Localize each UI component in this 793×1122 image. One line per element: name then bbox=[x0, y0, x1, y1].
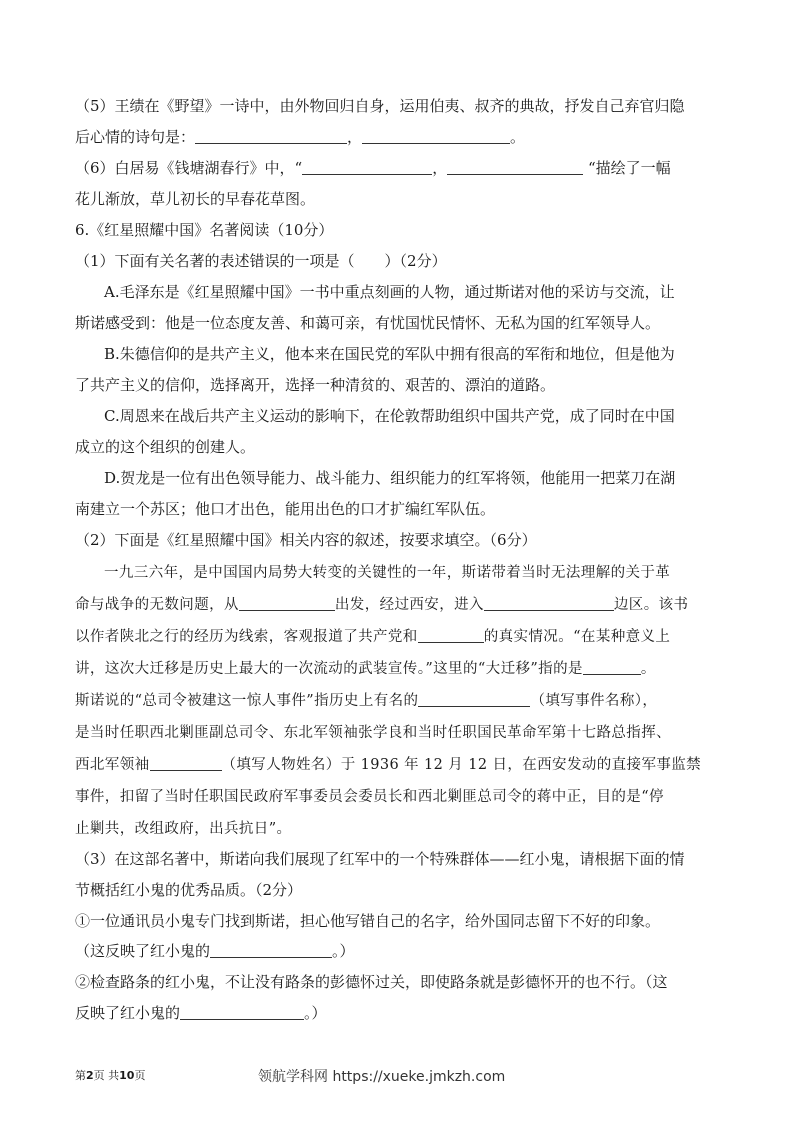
site-footer: 领航学科网 https://xueke.jmkzh.com bbox=[258, 1069, 506, 1085]
sub2-paragraph-line-3: 以作者陕北之行的经历为线索，客观报道了共产党和 的真实情况。“在某种意义上 bbox=[75, 629, 671, 645]
answer-blank[interactable] bbox=[239, 596, 335, 611]
sub3-question-line-1: （3）在这部名著中，斯诺向我们展现了红军中的一个特殊群体——红小鬼，请根据下面的情 bbox=[75, 850, 685, 868]
option-a-line-1: A.毛泽东是《红星照耀中国》一书中重点刻画的人物，通过斯诺对他的采访与交流，让 bbox=[104, 283, 675, 301]
sub3-question-line-2: 节概括红小鬼的优秀品质。（2分） bbox=[75, 881, 303, 899]
option-d-line-2: 南建立一个苏区；他口才出色，能用出色的口才扩编红军队伍。 bbox=[75, 500, 496, 518]
sub2-paragraph-line-1: 一九三六年，是中国国内局势大转变的关键性的一年，斯诺带着当时无法理解的关于革 bbox=[104, 565, 671, 581]
option-c-line-1: C.周恩来在战后共产主义运动的影响下，在伦敦帮助组织中国共产党，成了同时在中国 bbox=[104, 407, 675, 425]
answer-blank[interactable] bbox=[195, 129, 347, 144]
sub2-paragraph-line-9: 止剿共，改组政府，出兵抗日”。 bbox=[75, 821, 292, 837]
sub2-paragraph-line-5: 斯诺说的“总司令被建这一惊人事件”指历史上有名的 （填写事件名称）， bbox=[75, 693, 658, 709]
sub3-item-1: ①一位通讯员小鬼专门找到斯诺，担心他写错自己的名字，给外国同志留下不好的印象。 bbox=[75, 912, 661, 930]
answer-blank[interactable] bbox=[362, 129, 510, 144]
answer-blank[interactable] bbox=[302, 160, 432, 175]
sub3-item-2-answer: 反映了红小鬼的 。） bbox=[75, 1004, 327, 1022]
sub3-item-2: ②检查路条的红小鬼，不让没有路条的彭德怀过关，即使路条就是彭德怀开的也不行。（这 bbox=[75, 973, 668, 991]
page-number: 第2页 共10页 bbox=[75, 1069, 146, 1082]
option-a-line-2: 斯诺感受到：他是一位态度友善、和蔼可亲，有忧国忧民情怀、无私为国的红军领导人。 bbox=[75, 314, 661, 332]
answer-blank[interactable] bbox=[447, 160, 583, 175]
sub2-paragraph-line-6: 是当时任职西北剿匪副总司令、东北军领袖张学良和当时任职国民革命军第十七路总指挥、 bbox=[75, 725, 671, 741]
answer-blank[interactable] bbox=[484, 596, 614, 611]
option-c-line-2: 成立的这个组织的创建人。 bbox=[75, 438, 256, 456]
option-b-line-1: B.朱德信仰的是共产主义，他本来在国民党的军队中拥有很高的军衔和地位，但是他为 bbox=[104, 345, 675, 363]
q5-line-1: （5）王绩在《野望》一诗中，由外物回归自身，运用伯夷、叔齐的典故，抒发自己弃官归隐 bbox=[75, 97, 685, 115]
sub2-paragraph-line-7: 西北军领袖 （填写人物姓名）于 1936 年 12 月 12 日，在西安发动的直接军事监禁 bbox=[75, 757, 702, 773]
sub1-question: （1）下面有关名著的表述错误的一项是（ ）（2分） bbox=[75, 252, 447, 270]
q6-poem-line-2: 花儿渐放，草儿初长的早春花草图。 bbox=[75, 190, 316, 208]
sub2-paragraph-line-2: 命与战争的无数问题，从 出发，经过西安，进入 边区。该书 bbox=[75, 597, 689, 613]
sub2-paragraph-line-4: 讲，这次大迁移是历史上最大的一次流动的武装宣传。”这里的“大迁移”指的是 。 bbox=[75, 661, 656, 677]
sub2-paragraph-line-8: 事件，扣留了当时任职国民政府军事委员会委员长和西北剿匪总司令的蒋中正，目的是“停 bbox=[75, 789, 664, 805]
answer-blank[interactable] bbox=[418, 692, 530, 707]
q5-line-2: 后心情的诗句是： ， 。 bbox=[75, 128, 526, 146]
answer-blank[interactable] bbox=[150, 756, 222, 771]
option-b-line-2: 了共产主义的信仰，选择离开，选择一种清贫的、艰苦的、漂泊的道路。 bbox=[75, 376, 556, 394]
answer-blank[interactable] bbox=[583, 660, 641, 675]
sub3-item-1-answer: （这反映了红小鬼的 。） bbox=[75, 942, 355, 960]
answer-blank[interactable] bbox=[180, 1005, 304, 1020]
answer-blank[interactable] bbox=[210, 943, 332, 958]
answer-blank[interactable] bbox=[418, 628, 484, 643]
sub2-question: （2）下面是《红星照耀中国》相关内容的叙述，按要求填空。（6分） bbox=[75, 531, 537, 549]
section-6-title: 6.《红星照耀中国》名著阅读（10分） bbox=[75, 221, 334, 239]
q6-poem-line-1: （6）白居易《钱塘湖春行》中，“ ， “描绘了一幅 bbox=[75, 159, 671, 177]
option-d-line-1: D.贺龙是一位有出色领导能力、战斗能力、组织能力的红军将领，他能用一把菜刀在湖 bbox=[104, 469, 676, 487]
